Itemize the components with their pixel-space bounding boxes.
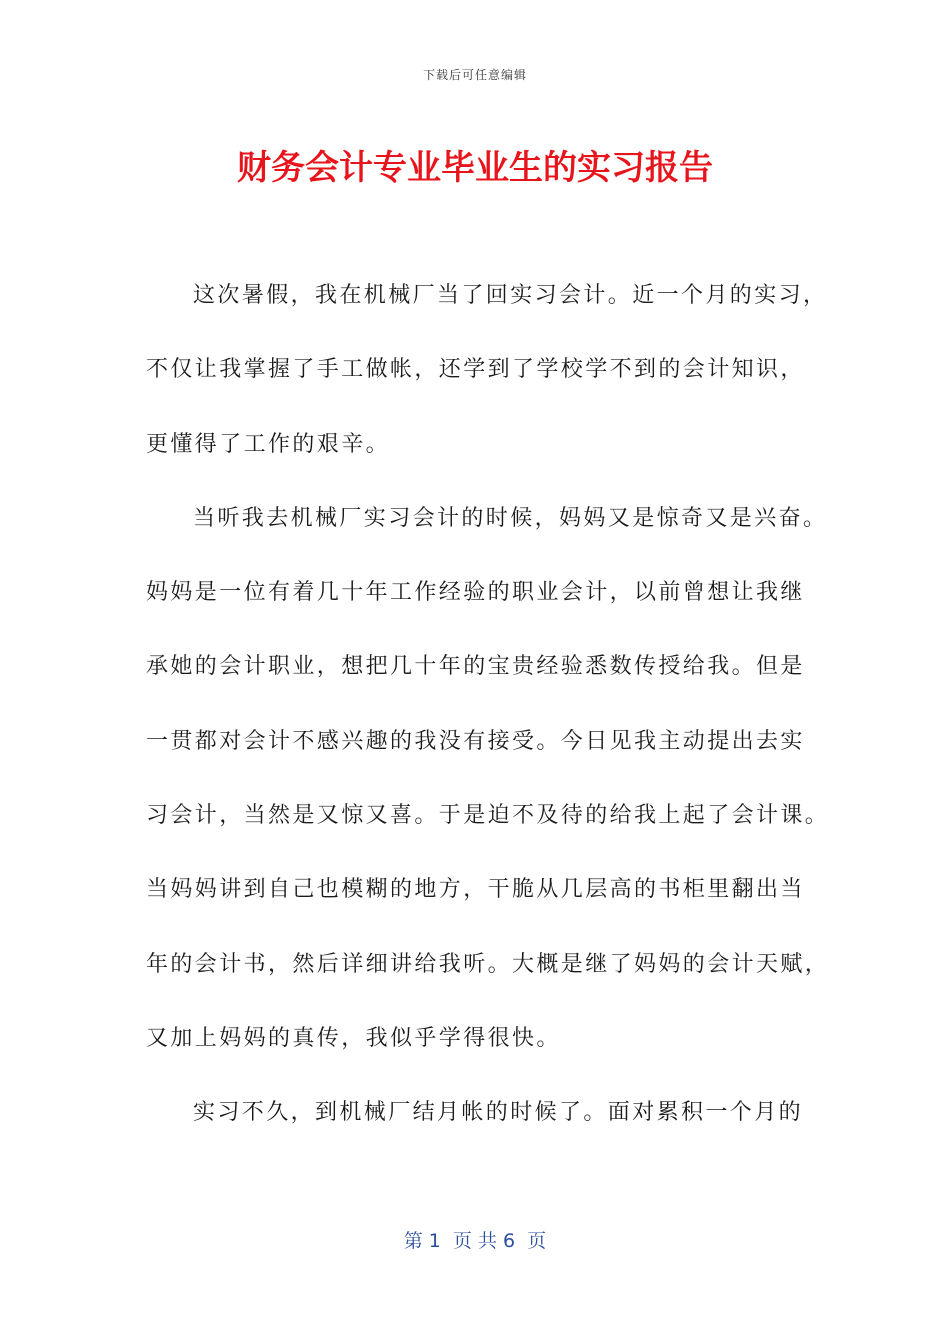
paragraph-line: 一贯都对会计不感兴趣的我没有接受。今日见我主动提出去实 [146, 728, 805, 754]
paragraph-line: 当听我去机械厂实习会计的时候，妈妈又是惊奇又是兴奋。 [193, 505, 828, 531]
paragraph-line: 妈妈是一位有着几十年工作经验的职业会计，以前曾想让我继 [146, 580, 805, 606]
document-title: 财务会计专业毕业生的实习报告 [237, 148, 713, 188]
paragraph-line: 不仅让我掌握了手工做帐，还学到了学校学不到的会计知识， [146, 357, 805, 383]
paragraph-line: 习会计，当然是又惊又喜。于是迫不及待的给我上起了会计课。 [146, 803, 830, 829]
paragraph-line: 承她的会计职业，想把几十年的宝贵经验悉数传授给我。但是 [146, 654, 805, 680]
header-note: 下载后可任意编辑 [422, 68, 527, 82]
paragraph-line: 更懂得了工作的艰辛。 [146, 431, 391, 457]
paragraph-line: 当妈妈讲到自己也模糊的地方，干脆从几层高的书柜里翻出当 [146, 877, 805, 903]
paragraph-line: 实习不久，到机械厂结月帐的时候了。面对累积一个月的 [193, 1100, 804, 1126]
paragraph-line: 年的会计书，然后详细讲给我听。大概是继了妈妈的会计天赋， [146, 951, 830, 977]
paragraph-line: 这次暑假，我在机械厂当了回实习会计。近一个月的实习， [193, 283, 828, 308]
paragraph-line: 又加上妈妈的真传，我似乎学得很快。 [146, 1025, 561, 1051]
page-number-footer: 第 1 页 共 6 页 [403, 1230, 547, 1252]
body-text [146, 276, 830, 1168]
